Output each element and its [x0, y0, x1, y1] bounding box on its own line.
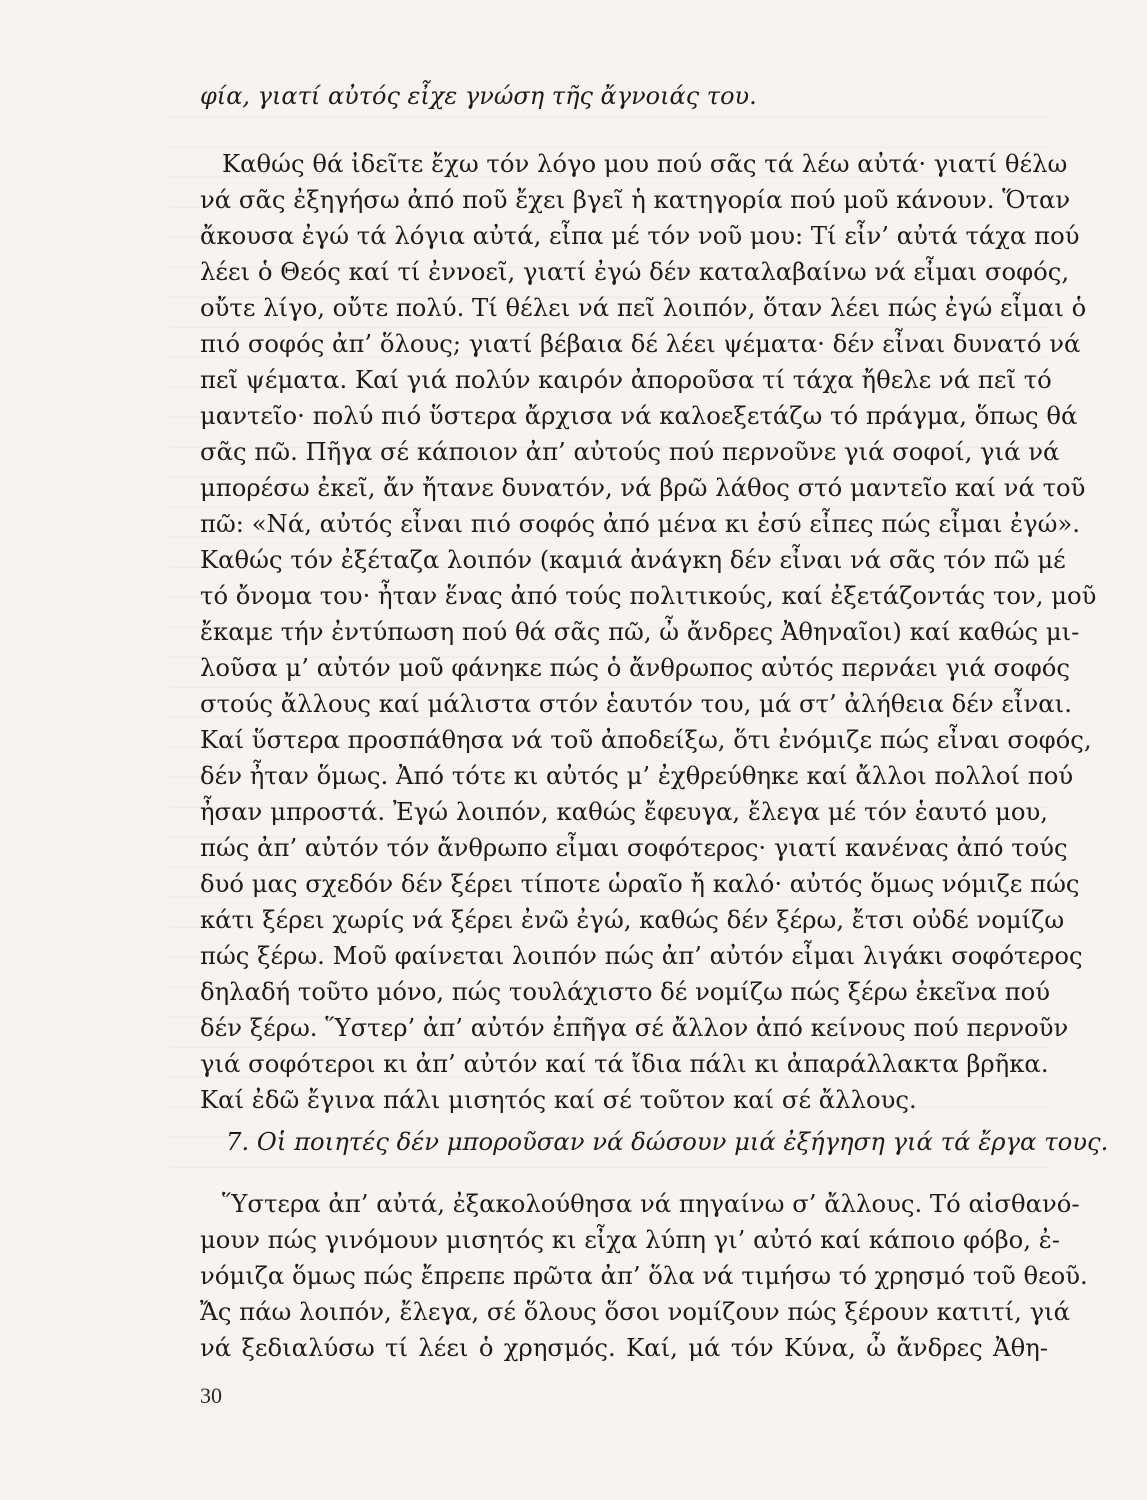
text-line: Ἄς πάω λοιπόν, ἔλεγα, σέ ὅλους ὅσοι νομίζουν πώς ξέρουν κατιτί, γιά: [200, 1297, 1071, 1326]
text-line: Καθώς τόν ἐξέταζα λοιπόν (καμιά ἀνάγκη δέν εἶναι νά σᾶς τόν πῶ μέ: [200, 545, 1066, 574]
text-line: δυό μας σχεδόν δέν ξέρει τίποτε ὡραῖο ἤ καλό· αὐτός ὅμως νόμιζε πώς: [200, 869, 1080, 898]
text-line: τό ὄνομα του· ἦταν ἕνας ἀπό τούς πολιτικούς, καί ἐξετάζοντάς τον, μοῦ: [200, 581, 1097, 610]
paragraph-second: [200, 1186, 1088, 1366]
text-line: Καί ὕστερα προσπάθησα νά τοῦ ἀποδείξω, ὅτι ἐνόμιζε πώς εἶναι σοφός,: [200, 725, 1092, 754]
section-heading: 7. Οἱ ποιητές δέν μποροῦσαν νά δώσουν μιά ἐξήγηση γιά τά ἔργα τους.: [226, 1127, 1109, 1156]
text-line: πώς ἀπ’ αὐτόν τόν ἄνθρωπο εἶμαι σοφότερος· γιατί κανένας ἀπό τούς: [200, 833, 1068, 862]
text-line: μπορέσω ἐκεῖ, ἄν ἤτανε δυνατόν, νά βρῶ λάθος στό μαντεῖο καί νά τοῦ: [200, 473, 1086, 502]
text-line: γιά σοφότεροι κι ἀπ’ αὐτόν καί τά ἴδια πάλι κι ἀπαράλλακτα βρῆκα.: [200, 1049, 1049, 1078]
text-line: νόμιζα ὅμως πώς ἔπρεπε πρῶτα ἀπ’ ὅλα νά τιμήσω τό χρησμό τοῦ θεοῦ.: [200, 1261, 1088, 1290]
text-line: Καθώς θά ἰδεῖτε ἔχω τόν λόγο μου πού σᾶς τά λέω αὐτά· γιατί θέλω: [222, 149, 1068, 178]
text-line: νά ξεδιαλύσω τί λέει ὁ χρησμός. Καί, μά τόν Κύνα, ὦ ἄνδρες Ἀθη-: [200, 1333, 1048, 1362]
text-line: σᾶς πῶ. Πῆγα σέ κάποιον ἀπ’ αὐτούς πού περνοῦνε γιά σοφοί, γιά νά: [200, 437, 1060, 466]
text-line: νά σᾶς ἐξηγήσω ἀπό ποῦ ἔχει βγεῖ ἡ κατηγορία πού μοῦ κάνουν. Ὅταν: [200, 185, 1071, 214]
paragraph-main: [200, 146, 1097, 1118]
text-line: δέν ἦταν ὅμως. Ἀπό τότε κι αὐτός μ’ ἐχθρεύθηκε καί ἄλλοι πολλοί πού: [200, 761, 1074, 790]
text-line: ἔκαμε τήν ἐντύπωση πού θά σᾶς πῶ, ὦ ἄνδρες Ἀθηναῖοι) καί καθώς μι-: [200, 617, 1080, 646]
text-line: οὔτε λίγο, οὔτε πολύ. Τί θέλει νά πεῖ λοιπόν, ὅταν λέει πώς ἐγώ εἶμαι ὁ: [200, 293, 1087, 322]
text-line: ἄκουσα ἐγώ τά λόγια αὐτά, εἶπα μέ τόν νοῦ μου: Τί εἶν’ αὐτά τάχα πού: [200, 221, 1080, 250]
text-line: κάτι ξέρει χωρίς νά ξέρει ἐνῶ ἐγώ, καθώς δέν ξέρω, ἔτσι οὐδέ νομίζω: [200, 905, 1065, 934]
text-line: ἦσαν μπροστά. Ἐγώ λοιπόν, καθώς ἔφευγα, ἔλεγα μέ τόν ἑαυτό μου,: [200, 797, 1048, 826]
page-number: 30: [200, 1383, 222, 1408]
text-line: δέν ξέρω. Ὕστερ’ ἀπ’ αὐτόν ἐπῆγα σέ ἄλλον ἀπό κείνους πού περνοῦν: [200, 1013, 1069, 1042]
text-line: πώς ξέρω. Μοῦ φαίνεται λοιπόν πώς ἀπ’ αὐτόν εἶμαι λιγάκι σοφότερος: [200, 941, 1083, 970]
text-line: στούς ἄλλους καί μάλιστα στόν ἑαυτόν του, μά στ’ ἀλήθεια δέν εἶναι.: [200, 689, 1072, 718]
text-line: πιό σοφός ἀπ’ ὅλους; γιατί βέβαια δέ λέει ψέματα· δέν εἶναι δυνατό νά: [200, 329, 1081, 358]
text-line: πεῖ ψέματα. Καί γιά πολύν καιρόν ἀποροῦσα τί τάχα ἤθελε νά πεῖ τό: [200, 365, 1052, 394]
text-line: Ὕστερα ἀπ’ αὐτά, ἐξακολούθησα νά πηγαίνω σ’ ἄλλους. Τό αἰσθανό-: [222, 1189, 1080, 1218]
text-line: πῶ: «Νά, αὐτός εἶναι πιό σοφός ἀπό μένα κι ἐσύ εἶπες πώς εἶμαι ἐγώ».: [200, 509, 1081, 538]
text-line: μουν πώς γινόμουν μισητός κι εἶχα λύπη γι’ αὐτό καί κάποιο φόβο, ἐ-: [200, 1225, 1060, 1254]
text-line: Καί ἐδῶ ἔγινα πάλι μισητός καί σέ τοῦτον καί σέ ἄλλους.: [200, 1085, 917, 1114]
text-line: δηλαδή τοῦτο μόνο, πώς τουλάχιστο δέ νομίζω πώς ξέρω ἐκεῖνα πού: [200, 977, 1051, 1006]
text-line: μαντεῖο· πολύ πιό ὕστερα ἄρχισα νά καλοεξετάζω τό πράγμα, ὅπως θά: [200, 401, 1078, 430]
text-line: λέει ὁ Θεός καί τί ἐννοεῖ, γιατί ἐγώ δέν καταλαβαίνω νά εἶμαι σοφός,: [200, 257, 1070, 286]
intro-line: φία, γιατί αὐτός εἶχε γνώση τῆς ἄγνοιάς του.: [200, 82, 757, 110]
text-line: λοῦσα μ’ αὐτόν μοῦ φάνηκε πώς ὁ ἄνθρωπος αὐτός περνάει γιά σοφός: [200, 653, 1071, 682]
